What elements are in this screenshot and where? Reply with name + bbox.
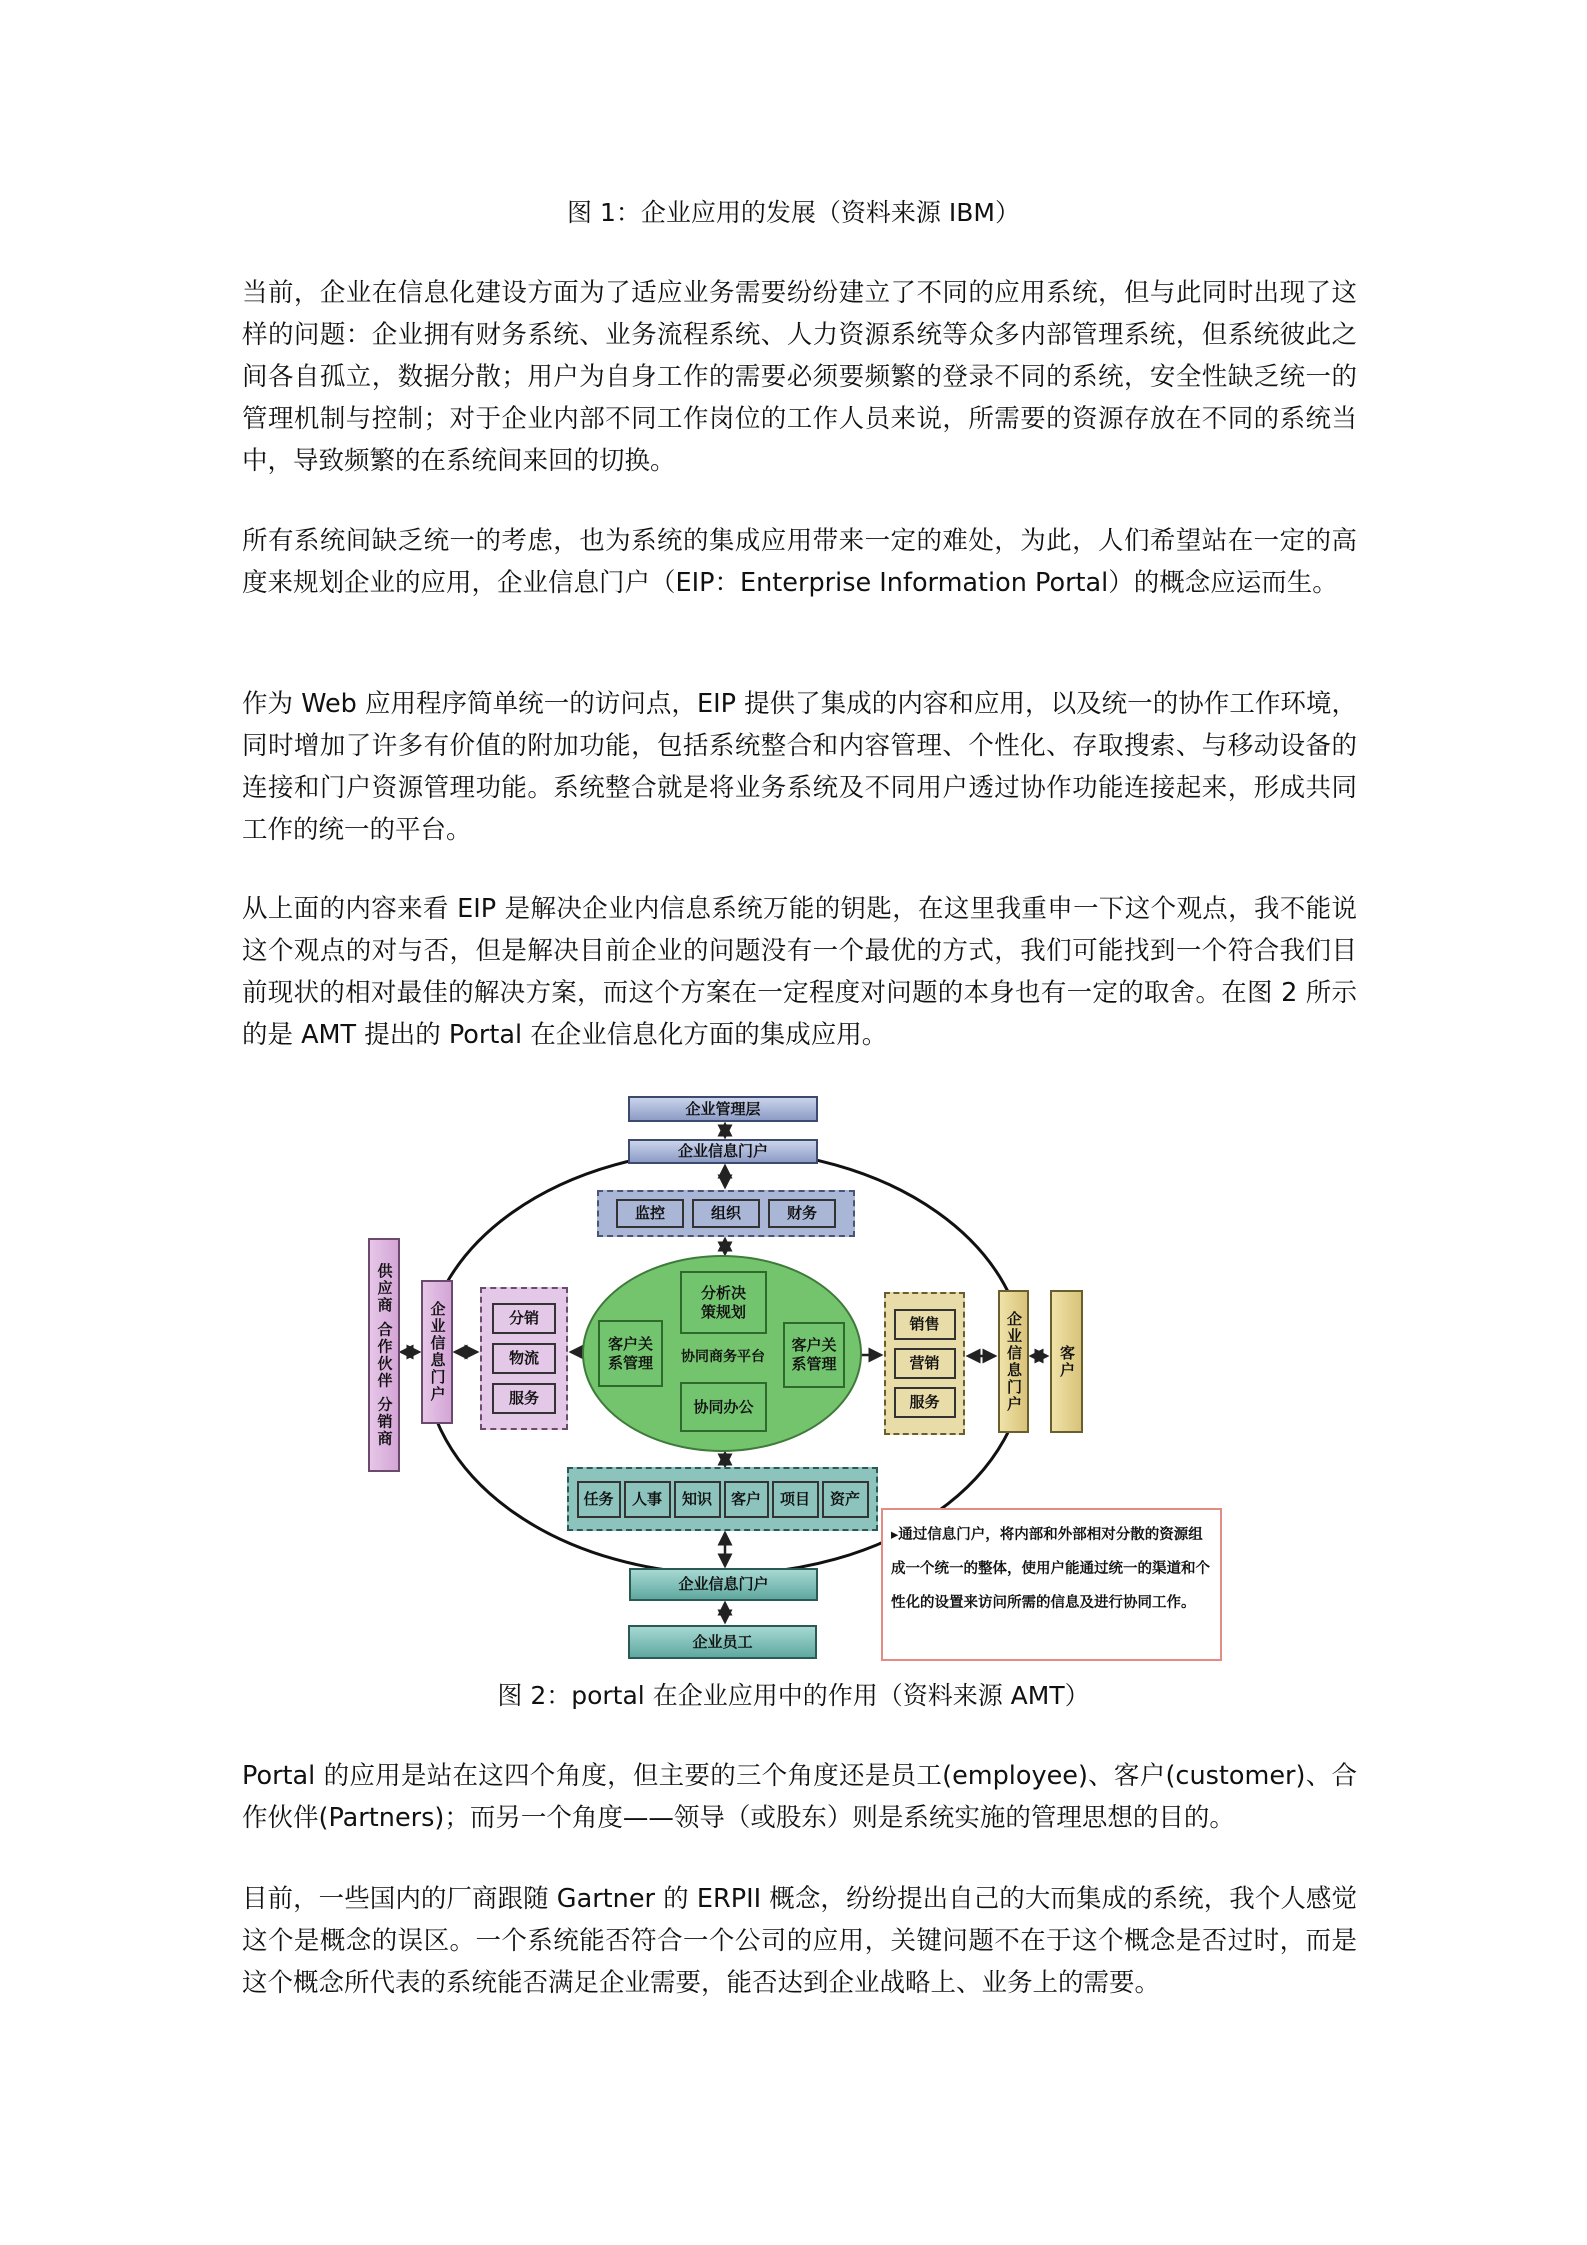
employees-box: 企业员工 (628, 1625, 817, 1659)
left-item-distribution: 分销 (492, 1303, 556, 1334)
partners-box: 供应商 合作伙伴 分销商 (368, 1238, 400, 1472)
paragraph-3: 作为 Web 应用程序简单统一的访问点，EIP 提供了集成的内容和应用，以及统一的协作工作环境，同时增加了许多有价值的附加功能，包括系统整合和内容管理、个性化、存取搜索、与移动设备的连接和门户资源管理功能。系统整合就是将业务系统及不同用户透过协作功能连接起来，形成共同工作的统一的平台。 (242, 689, 1357, 845)
paragraph-2: 所有系统间缺乏统一的考虑，也为系统的集成应用带来一定的难处，为此，人们希望站在一定的高度来规划企业的应用，企业信息门户（EIP：Enterprise Information Portal）的概念应运而生。 (242, 526, 1357, 598)
bottom-item-knowledge: 知识 (674, 1481, 721, 1518)
bottom-item-asset: 资产 (822, 1481, 869, 1518)
collaborative-commerce-platform-label: 协同商务平台 (681, 1348, 765, 1365)
left-item-service: 服务 (492, 1383, 556, 1414)
right-function-group (884, 1292, 965, 1435)
top-function-group (597, 1190, 855, 1237)
portal-bottom-box: 企业信息门户 (629, 1568, 818, 1601)
bottom-function-group (567, 1467, 878, 1531)
figure-1-caption: 图 1：企业应用的发展（资料来源 IBM） (567, 198, 1020, 227)
figure-2-caption: 图 2：portal 在企业应用中的作用（资料来源 AMT） (497, 1681, 1090, 1710)
collaborative-office-box: 协同办公 (680, 1382, 767, 1432)
bottom-item-hr: 人事 (624, 1481, 671, 1518)
paragraph-1: 当前，企业在信息化建设方面为了适应业务需要纷纷建立了不同的应用系统，但与此同时出现了这样的问题：企业拥有财务系统、业务流程系统、人力资源系统等众多内部管理系统，但系统彼此之间各自孤立，数据分散；用户为自身工作的需要必须要频繁的登录不同的系统，安全性缺乏统一的管理机制与控制；对于企业内部不同工作岗位的工作人员来说，所需要的资源存放在不同的系统当中，导致频繁的在系统间来回的切换。 (242, 278, 1357, 476)
crm-right-box: 客户关系管理 (783, 1322, 845, 1388)
paragraph-4: 从上面的内容来看 EIP 是解决企业内信息系统万能的钥匙，在这里我重申一下这个观点，我不能说这个观点的对与否，但是解决目前企业的问题没有一个最优的方式，我们可能找到一个符合我们目前现状的相对最佳的解决方案，而这个方案在一定程度对问题的本身也有一定的取舍。在图 2 所示的是 AMT 提出的 Portal 在企业信息化方面的集成应用。 (242, 894, 1357, 1050)
paragraph-6: 目前，一些国内的厂商跟随 Gartner 的 ERPII 概念，纷纷提出自己的大而集成的系统，我个人感觉这个是概念的误区。一个系统能否符合一个公司的应用，关键问题不在于这个概念是否过时，而是这个概念所代表的系统能否满足企业需要，能否达到企业战略上、业务上的需要。 (242, 1884, 1357, 1998)
portal-left-box: 企业信息门户 (421, 1280, 453, 1424)
right-item-service: 服务 (894, 1387, 956, 1418)
top-item-finance: 财务 (768, 1199, 836, 1228)
left-item-logistics: 物流 (492, 1343, 556, 1374)
top-item-organization: 组织 (692, 1199, 760, 1228)
enterprise-management-box: 企业管理层 (628, 1096, 818, 1122)
right-item-sales: 销售 (894, 1309, 956, 1340)
right-item-marketing: 营销 (894, 1348, 956, 1379)
portal-callout-note: ▸通过信息门户，将内部和外部相对分散的资源组成一个统一的整体，使用户能通过统一的渠道和个性化的设置来访问所需的信息及进行协同工作。 (881, 1508, 1222, 1661)
bottom-item-customer: 客户 (724, 1481, 769, 1518)
bottom-item-task: 任务 (577, 1481, 621, 1518)
bottom-item-project: 项目 (772, 1481, 819, 1518)
portal-top-box: 企业信息门户 (628, 1139, 818, 1164)
crm-left-box: 客户关系管理 (598, 1320, 663, 1387)
portal-right-box: 企业信息门户 (998, 1290, 1029, 1433)
customer-box: 客户 (1050, 1290, 1083, 1433)
top-item-monitor: 监控 (616, 1199, 684, 1228)
left-function-group (480, 1287, 568, 1430)
analysis-box: 分析决策规划 (680, 1271, 767, 1334)
paragraph-5: Portal 的应用是站在这四个角度，但主要的三个角度还是员工(employee)、客户(customer)、合作伙伴(Partners)；而另一个角度——领导（或股东）则是系统实施的管理思想的目的。 (242, 1761, 1357, 1833)
